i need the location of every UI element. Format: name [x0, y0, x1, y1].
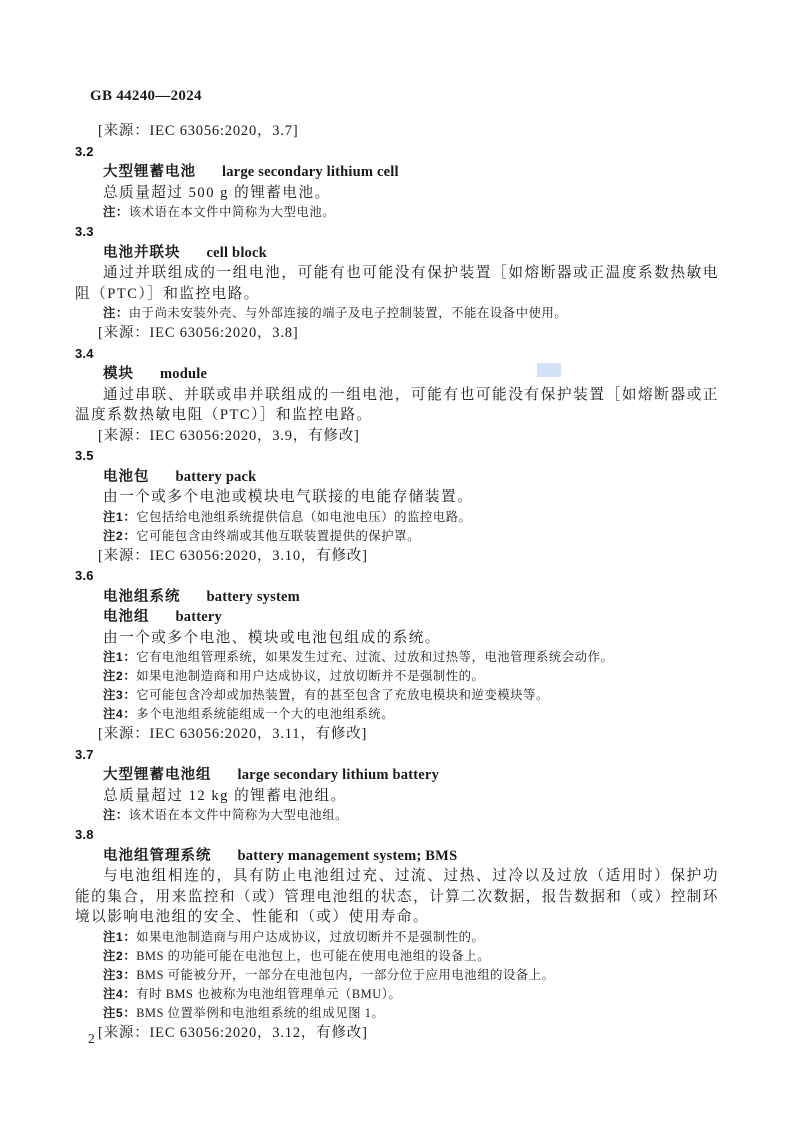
note-text: 该术语在本文件中简称为大型电池组。 [128, 808, 349, 822]
definition-paragraph: 通过并联组成的一组电池，可能有也可能没有保护装置［如熔断器或正温度系数热敏电阻（PTC）］和监控电路。 [75, 265, 719, 302]
note-line [75, 966, 719, 985]
term-chinese: 大型锂蓄电池组 [103, 767, 212, 783]
source-reference-line: [来源：IEC 63056:2020，3.11，有修改] [98, 726, 368, 742]
note-text: BMS 的功能可能在电池包上，也可能在使用电池组的设备上。 [136, 948, 491, 963]
note-label: 注3： [103, 688, 137, 702]
definition-paragraph: 由一个或多个电池或模块电气联接的电能存储装置。 [103, 489, 474, 505]
note-text: 该术语在本文件中简称为大型电池。 [128, 205, 336, 219]
term-english: large secondary lithium battery [237, 767, 440, 783]
term-english: battery system [206, 588, 300, 605]
note-line [75, 508, 719, 527]
source-reference-line: [来源：IEC 63056:2020，3.12，有修改] [98, 1024, 368, 1041]
term-chinese: 大型锂蓄电池 [103, 164, 196, 180]
definition-paragraph: 由一个或多个电池、模块或电池包组成的系统。 [103, 629, 441, 646]
term-heading [75, 243, 719, 264]
note-text: 如果电池制造商和用户达成协议，过放切断并不是强制性的。 [136, 669, 485, 683]
term-heading [75, 607, 719, 628]
note-label: 注5： [103, 1005, 137, 1020]
note-line [75, 806, 719, 825]
note-label: 注2： [103, 528, 137, 543]
term-heading [75, 467, 719, 488]
clause-number: 3.5 [75, 448, 94, 463]
source-reference-line: [来源：IEC 63056:2020，3.8] [98, 325, 299, 341]
term-english: battery [175, 609, 222, 625]
term-heading [75, 846, 719, 867]
note-text: 有时 BMS 也被称为电池组管理单元（BMU）。 [136, 986, 402, 1001]
note-text: 如果电池制造商与用户达成协议，过放切断并不是强制性的。 [136, 929, 485, 944]
term-heading [75, 364, 719, 385]
note-text: 它有电池组管理系统，如果发生过充、过流、过放和过热等，电池管理系统会动作。 [136, 650, 614, 664]
definition-paragraph: 通过串联、并联或串并联组成的一组电池，可能有也可能没有保护装置［如熔断器或正温度系数热敏电阻（PTC）］和监控电路。 [75, 386, 719, 423]
term-heading [75, 765, 719, 786]
term-chinese: 电池组管理系统 [103, 847, 212, 864]
note-text: 它包括给电池组系统提供信息（如电池电压）的监控电路。 [136, 509, 472, 524]
note-line [75, 686, 719, 705]
term-chinese: 电池组系统 [103, 588, 181, 605]
term-chinese: 电池组 [103, 609, 150, 625]
note-label: 注2： [103, 669, 137, 683]
note-label: 注4： [103, 707, 137, 721]
definition-paragraph: 与电池组相连的，具有防止电池组过充、过流、过热、过冷以及过放（适用时）保护功能的集合，用来监控和（或）管理电池组的状态，计算二次数据，报告数据和（或）控制环境以影响电池组的安全、性能和（或）使用寿命。 [75, 868, 719, 925]
note-label: 注1： [103, 929, 137, 944]
note-label: 注3： [103, 967, 137, 982]
note-line [75, 527, 719, 546]
note-line [75, 985, 719, 1004]
note-text: 它可能包含冷却或加热装置，有的甚至包含了充放电模块和逆变模块等。 [136, 688, 549, 702]
note-label: 注1： [103, 509, 137, 524]
term-chinese: 电池包 [103, 468, 150, 485]
term-section [75, 222, 719, 344]
term-english: battery pack [175, 468, 257, 485]
note-text: 由于尚未安装外壳、与外部连接的端子及电子控制装置，不能在设备中使用。 [128, 306, 568, 320]
clause-number: 3.4 [75, 345, 94, 361]
note-label: 注： [103, 808, 129, 822]
note-line [75, 928, 719, 947]
terms-and-definitions-content [75, 121, 719, 1043]
term-english: battery management system; BMS [237, 847, 458, 864]
note-line [75, 1004, 719, 1023]
source-reference-line: [来源：IEC 63056:2020，3.7] [98, 123, 299, 139]
term-english: large secondary lithium cell [222, 164, 399, 180]
clause-number: 3.6 [75, 568, 94, 583]
note-line [75, 648, 719, 667]
clause-number: 3.8 [75, 827, 94, 842]
note-line [75, 203, 719, 222]
note-label: 注1： [103, 650, 137, 664]
page-number: 2 [88, 1031, 95, 1046]
note-text: 多个电池组系统能组成一个大的电池组系统。 [136, 707, 395, 721]
note-line [75, 705, 719, 724]
note-text: 它可能包含由终端或其他互联装置提供的保护罩。 [136, 528, 420, 543]
standard-number-header: GB 44240—2024 [90, 88, 202, 104]
note-text: BMS 可能被分开，一部分在电池包内，一部分位于应用电池组的设备上。 [136, 967, 555, 982]
term-section [75, 566, 719, 745]
term-section [75, 825, 719, 1043]
note-line [75, 947, 719, 966]
term-section [75, 142, 719, 223]
definition-paragraph: 总质量超过 12 kg 的锂蓄电池组。 [103, 787, 347, 804]
term-english: module [160, 366, 208, 382]
clause-number: 3.7 [75, 746, 94, 762]
note-label: 注4： [103, 986, 137, 1001]
term-heading [75, 162, 719, 183]
note-line [75, 667, 719, 686]
note-label: 注2： [103, 948, 137, 963]
definition-paragraph: 总质量超过 500 g 的锂蓄电池。 [103, 184, 331, 201]
term-chinese: 模块 [103, 366, 134, 382]
sections-container [75, 142, 719, 1044]
term-section [75, 446, 719, 566]
term-section [75, 745, 719, 826]
clause-number: 3.2 [75, 143, 94, 159]
note-label: 注： [103, 205, 129, 219]
note-label: 注： [103, 306, 129, 320]
source-reference-line: [来源：IEC 63056:2020，3.10，有修改] [98, 547, 368, 564]
term-section [75, 344, 719, 447]
term-chinese: 电池并联块 [103, 244, 181, 261]
source-reference-line: [来源：IEC 63056:2020，3.9，有修改] [98, 427, 360, 444]
note-line [75, 304, 719, 323]
clause-number: 3.3 [75, 224, 94, 239]
note-text: BMS 位置举例和电池组系统的组成见图 1。 [136, 1005, 385, 1020]
term-english: cell block [206, 244, 267, 261]
term-heading [75, 587, 719, 608]
